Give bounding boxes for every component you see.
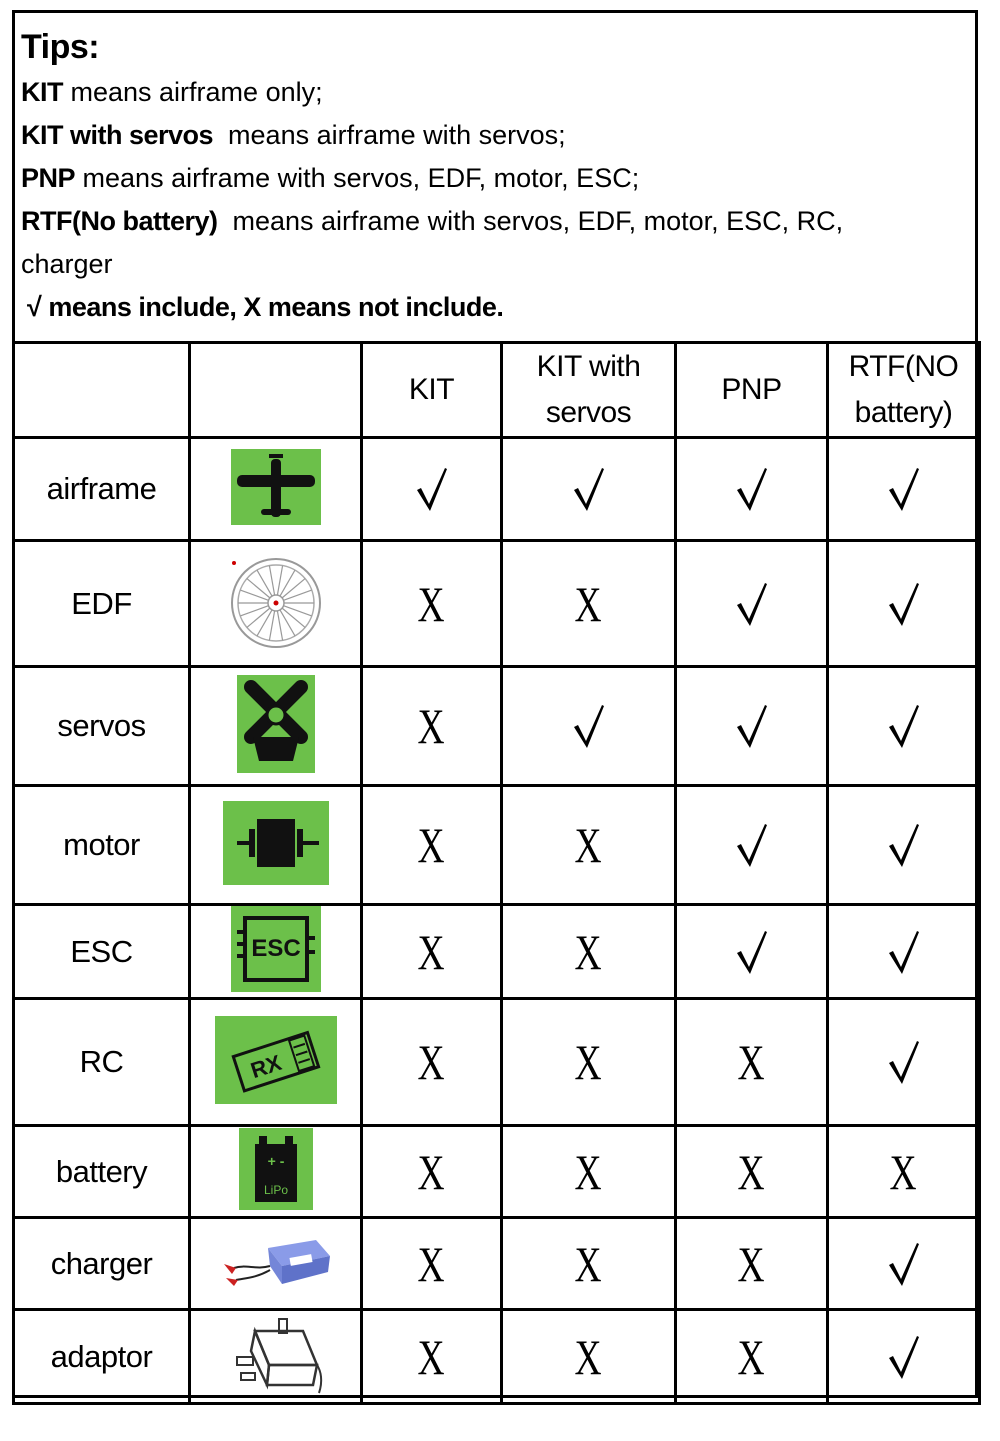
x-mark: X [737,1143,766,1200]
mark-cell-kit-with-servos [502,541,676,667]
check-icon [887,822,921,868]
table-row [14,667,980,786]
row-label: adaptor [14,1310,190,1404]
mark-cell-kit-with-servos [502,1218,676,1310]
mark-cell-kit-with-servos [502,786,676,905]
check-icon [572,703,606,749]
check-icon [887,929,921,975]
row-label: ESC [14,905,190,999]
check-icon [735,929,769,975]
header-pnp: PNP [676,343,828,438]
header-kit: KIT [362,343,502,438]
x-mark: X [574,1034,603,1090]
tip-line-kit-servos: KIT with servos means airframe with servos; [21,120,566,150]
svg-text:LiPo: LiPo [263,1183,288,1197]
table-row [14,1218,980,1310]
svg-text:+ -: + - [267,1153,284,1169]
check-icon [887,1241,921,1287]
table-row [14,999,980,1126]
svg-text:RX: RX [247,1049,284,1083]
header-empty-label [14,343,190,438]
x-mark: X [737,1235,766,1292]
x-mark: X [737,1034,766,1090]
x-mark: X [417,923,446,980]
row-icon-cell [190,999,362,1126]
table-row [14,1126,980,1218]
mark-cell-kit [362,1218,502,1310]
check-icon [887,1039,921,1085]
check-icon [572,466,606,512]
mark-cell-kit [362,905,502,999]
header-rtf: RTF(NO battery) [828,343,980,438]
x-mark: X [574,575,603,632]
mark-cell-pnp [676,786,828,905]
mark-cell-pnp [676,438,828,541]
mark-cell-kit [362,667,502,786]
row-icon-cell [190,905,362,999]
table-row [14,541,980,667]
mark-cell-pnp [676,905,828,999]
mark-cell-kit [362,1310,502,1404]
row-label: airframe [14,438,190,541]
x-mark: X [417,698,446,754]
x-mark: X [574,1235,603,1292]
row-icon-cell [190,667,362,786]
mark-cell-rtf [828,1310,980,1404]
x-mark: X [574,1143,603,1200]
package-comparison-table [12,341,981,1405]
mark-cell-rtf [828,667,980,786]
header-kit-with-servos: KIT with servos [502,343,676,438]
mark-cell-kit-with-servos [502,999,676,1126]
tips-title: Tips: [21,28,100,66]
row-icon-cell [190,786,362,905]
x-mark: X [574,1328,603,1385]
x-mark: X [417,575,446,632]
table-row [14,1310,980,1404]
mark-cell-rtf [828,438,980,541]
mark-cell-kit-with-servos [502,905,676,999]
mark-cell-rtf [828,786,980,905]
check-icon [735,822,769,868]
row-label: servos [14,667,190,786]
mark-cell-kit [362,541,502,667]
power-adaptor-icon [221,1311,331,1402]
edf-fan-icon [226,551,326,656]
airplane-icon [231,449,321,530]
table-header-row [14,343,980,438]
row-label: charger [14,1218,190,1310]
mark-cell-kit-with-servos [502,1310,676,1404]
x-mark: X [417,1235,446,1292]
mark-cell-rtf [828,905,980,999]
header-empty-icon [190,343,362,438]
rx-receiver-icon [215,1016,337,1109]
mark-cell-pnp [676,999,828,1126]
mark-cell-kit [362,999,502,1126]
row-icon-cell [190,541,362,667]
mark-cell-kit [362,1126,502,1218]
lipo-battery-icon [239,1128,313,1215]
mark-cell-kit-with-servos [502,438,676,541]
row-label: EDF [14,541,190,667]
x-mark: X [417,1034,446,1090]
check-icon [735,703,769,749]
row-label: battery [14,1126,190,1218]
row-label: motor [14,786,190,905]
x-mark: X [417,1143,446,1200]
tip-line-rtf: RTF(No battery) means airframe with servos, EDF, motor, ESC, RC, [21,206,844,236]
mark-cell-rtf [828,541,980,667]
check-icon [887,1334,921,1380]
mark-cell-rtf [828,1218,980,1310]
svg-text:ESC: ESC [250,935,301,962]
mark-cell-pnp [676,667,828,786]
mark-cell-kit [362,786,502,905]
row-icon-cell [190,438,362,541]
table-row [14,438,980,541]
check-icon [887,466,921,512]
x-mark: X [574,923,603,980]
mark-cell-pnp [676,1126,828,1218]
tip-line-rtf-cont: charger [21,249,113,279]
servo-icon [237,675,315,778]
table-body [14,438,980,1404]
charger-icon [216,1226,336,1301]
mark-cell-rtf [828,999,980,1126]
x-mark: X [417,1328,446,1385]
mark-cell-kit-with-servos [502,667,676,786]
check-icon [735,466,769,512]
tip-line-kit: KIT means airframe only; [21,77,323,107]
mark-cell-kit [362,438,502,541]
row-icon-cell [190,1126,362,1218]
mark-cell-kit-with-servos [502,1126,676,1218]
mark-cell-rtf [828,1126,980,1218]
check-icon [887,703,921,749]
motor-icon [223,801,329,890]
mark-cell-pnp [676,541,828,667]
tips-panel [15,13,975,343]
row-label: RC [14,999,190,1126]
row-icon-cell [190,1310,362,1404]
tips-legend: √ means include, X means not include. [27,292,504,322]
x-mark: X [417,817,446,873]
x-mark: X [889,1143,918,1200]
esc-icon [231,906,321,997]
row-icon-cell [190,1218,362,1310]
check-icon [415,466,449,512]
mark-cell-pnp [676,1310,828,1404]
x-mark: X [737,1328,766,1385]
tip-line-pnp: PNP means airframe with servos, EDF, motor, ESC; [21,163,640,193]
check-icon [735,581,769,627]
table-row [14,786,980,905]
comparison-sheet [12,10,978,1398]
mark-cell-pnp [676,1218,828,1310]
check-icon [887,581,921,627]
x-mark: X [574,817,603,873]
table-row [14,905,980,999]
